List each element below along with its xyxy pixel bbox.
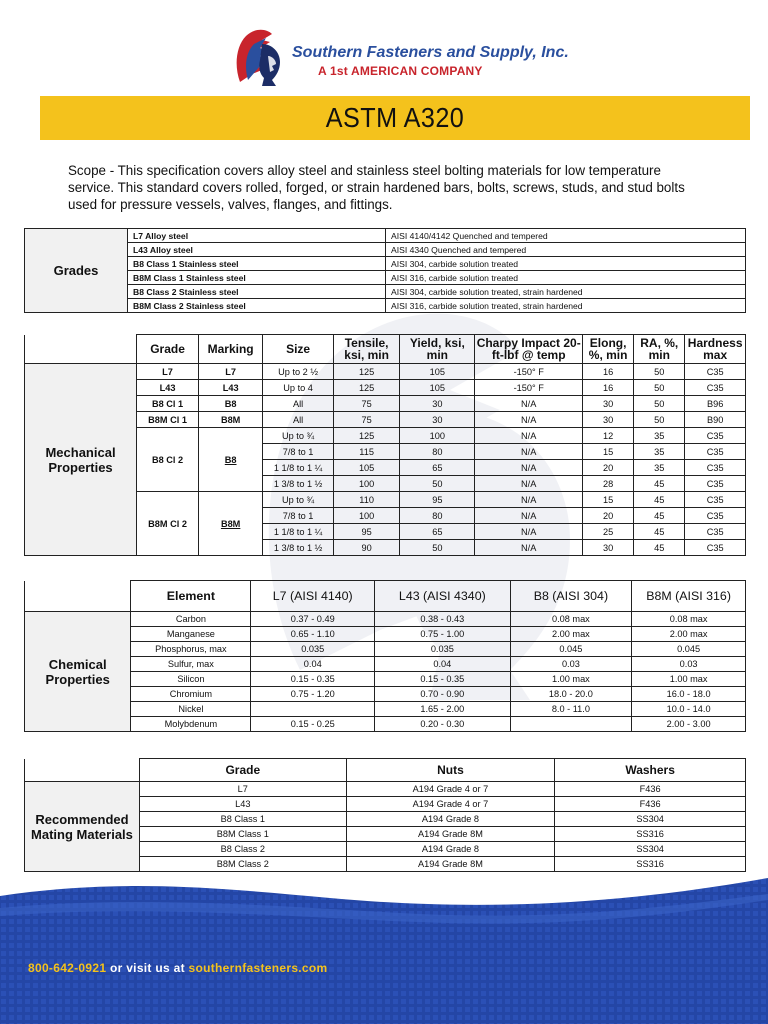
footer-website-link[interactable]: southernfasteners.com (188, 961, 328, 975)
chem-value: 0.035 (375, 642, 510, 657)
page-title: ASTM A320 (325, 102, 465, 133)
mech-yield: 80 (400, 508, 475, 524)
mate-washers: SS316 (555, 827, 746, 842)
chem-value: 0.08 max (632, 612, 746, 627)
mech-yield: 50 (400, 476, 475, 492)
footer-mid-text: or visit us at (106, 961, 189, 975)
mech-yield: 105 (400, 364, 475, 380)
chem-value: 18.0 - 20.0 (510, 687, 632, 702)
chem-value: 0.37 - 0.49 (251, 612, 375, 627)
mech-marking: B8 (199, 396, 263, 412)
mating-category-label: Recommended Mating Materials (25, 782, 140, 872)
mate-corner-cell (25, 759, 140, 782)
chem-element: Manganese (131, 627, 251, 642)
chem-value: 0.035 (251, 642, 375, 657)
chem-header-cell: L43 (AISI 4340) (375, 581, 510, 612)
grade-row (25, 243, 746, 257)
mech-yield: 95 (400, 492, 475, 508)
mate-header-cell: Grade (139, 759, 346, 782)
grades-category-label: Grades (25, 229, 128, 313)
mech-ra: 45 (634, 476, 685, 492)
grade-row (25, 285, 746, 299)
mech-tensile: 125 (333, 364, 399, 380)
mech-elong: 16 (583, 364, 634, 380)
mech-header-cell: Yield, ksi, min (400, 335, 475, 364)
mech-elong: 15 (583, 492, 634, 508)
mech-size: All (263, 396, 334, 412)
chem-value: 0.03 (632, 657, 746, 672)
mech-ra: 45 (634, 524, 685, 540)
chem-value: 0.04 (375, 657, 510, 672)
mech-hard: C35 (685, 444, 746, 460)
mech-grade: B8 Cl 2 (137, 428, 199, 492)
mate-header-cell: Nuts (346, 759, 555, 782)
mate-nuts: A194 Grade 4 or 7 (346, 797, 555, 812)
chem-value (251, 702, 375, 717)
chem-row (25, 717, 746, 732)
mech-elong: 15 (583, 444, 634, 460)
mech-hard: C35 (685, 508, 746, 524)
chem-row (25, 702, 746, 717)
mech-marking: L43 (199, 380, 263, 396)
mating-materials-table (24, 758, 746, 872)
mate-header-cell: Washers (555, 759, 746, 782)
mate-washers: F436 (555, 797, 746, 812)
chem-element: Nickel (131, 702, 251, 717)
mech-elong: 30 (583, 396, 634, 412)
mate-grade: B8 Class 2 (139, 842, 346, 857)
mech-ra: 50 (634, 412, 685, 428)
grade-name: B8M Class 2 Stainless steel (128, 299, 386, 313)
chem-value: 1.00 max (510, 672, 632, 687)
mech-elong: 16 (583, 380, 634, 396)
mech-size: All (263, 412, 334, 428)
chem-element: Molybdenum (131, 717, 251, 732)
mate-grade: B8 Class 1 (139, 812, 346, 827)
mech-yield: 80 (400, 444, 475, 460)
mech-charpy: N/A (475, 444, 583, 460)
mech-header-cell: Tensile, ksi, min (333, 335, 399, 364)
chem-element: Chromium (131, 687, 251, 702)
mech-marking: L7 (199, 364, 263, 380)
mate-grade: B8M Class 1 (139, 827, 346, 842)
mech-header-cell: Elong, %, min (583, 335, 634, 364)
mech-charpy: N/A (475, 460, 583, 476)
chem-row (25, 612, 746, 627)
mech-size: 1 1/8 to 1 ¼ (263, 524, 334, 540)
mech-tensile: 95 (333, 524, 399, 540)
grades-table (24, 228, 746, 313)
chemical-properties-table (24, 580, 746, 732)
grade-description: AISI 4340 Quenched and tempered (386, 243, 746, 257)
chem-value: 0.70 - 0.90 (375, 687, 510, 702)
chem-element: Phosphorus, max (131, 642, 251, 657)
mech-marking: B8 (199, 428, 263, 492)
footer-phone[interactable]: 800-642-0921 (28, 961, 107, 975)
grade-name: B8M Class 1 Stainless steel (128, 271, 386, 285)
chem-row (25, 642, 746, 657)
mech-hard: C35 (685, 428, 746, 444)
chem-row (25, 657, 746, 672)
mech-charpy: N/A (475, 540, 583, 556)
mech-elong: 30 (583, 540, 634, 556)
mech-size: Up to ¾ (263, 428, 334, 444)
mech-ra: 35 (634, 428, 685, 444)
mech-header-cell: Hardness max (685, 335, 746, 364)
mech-size: 7/8 to 1 (263, 508, 334, 524)
mech-tensile: 75 (333, 412, 399, 428)
mate-grade: L7 (139, 782, 346, 797)
mech-yield: 30 (400, 396, 475, 412)
mech-charpy: N/A (475, 412, 583, 428)
company-logo-icon (232, 26, 290, 90)
mech-tensile: 105 (333, 460, 399, 476)
mech-ra: 45 (634, 492, 685, 508)
mech-header-cell: Size (263, 335, 334, 364)
chem-value: 0.08 max (510, 612, 632, 627)
mech-charpy: N/A (475, 396, 583, 412)
mech-charpy: N/A (475, 428, 583, 444)
mech-elong: 12 (583, 428, 634, 444)
chem-element: Sulfur, max (131, 657, 251, 672)
grade-row (25, 257, 746, 271)
mech-tensile: 125 (333, 380, 399, 396)
chem-element: Silicon (131, 672, 251, 687)
mech-grade: B8M Cl 1 (137, 412, 199, 428)
mate-row (25, 782, 746, 797)
mech-header-cell: RA, %, min (634, 335, 685, 364)
chem-value: 1.65 - 2.00 (375, 702, 510, 717)
mech-size: Up to 2 ½ (263, 364, 334, 380)
mech-hard: C35 (685, 476, 746, 492)
mech-ra: 50 (634, 396, 685, 412)
mech-grade: B8M Cl 2 (137, 492, 199, 556)
chem-value: 2.00 - 3.00 (632, 717, 746, 732)
mate-nuts: A194 Grade 8M (346, 827, 555, 842)
grade-row (25, 271, 746, 285)
mech-header-cell: Grade (137, 335, 199, 364)
chem-header-cell: B8 (AISI 304) (510, 581, 632, 612)
mech-charpy: N/A (475, 476, 583, 492)
chem-value: 0.75 - 1.00 (375, 627, 510, 642)
mech-hard: B96 (685, 396, 746, 412)
mech-size: 1 1/8 to 1 ¼ (263, 460, 334, 476)
chem-header-cell: L7 (AISI 4140) (251, 581, 375, 612)
mech-ra: 50 (634, 364, 685, 380)
mech-hard: C35 (685, 540, 746, 556)
grade-description: AISI 304, carbide solution treated (386, 257, 746, 271)
mech-hard: C35 (685, 364, 746, 380)
mate-nuts: A194 Grade 8M (346, 857, 555, 872)
mech-yield: 65 (400, 524, 475, 540)
chem-value: 0.38 - 0.43 (375, 612, 510, 627)
mech-yield: 30 (400, 412, 475, 428)
mech-ra: 50 (634, 380, 685, 396)
mate-nuts: A194 Grade 8 (346, 812, 555, 827)
chem-value: 0.045 (632, 642, 746, 657)
mech-hard: B90 (685, 412, 746, 428)
chem-row (25, 687, 746, 702)
chem-value: 2.00 max (632, 627, 746, 642)
mate-washers: SS316 (555, 857, 746, 872)
mechanical-properties-table (24, 334, 746, 556)
mech-ra: 35 (634, 460, 685, 476)
mech-grade: B8 Cl 1 (137, 396, 199, 412)
grade-name: L7 Alloy steel (128, 229, 386, 243)
company-name: Southern Fasteners and Supply, Inc. (292, 44, 569, 61)
chem-value: 10.0 - 14.0 (632, 702, 746, 717)
mech-size: 1 3/8 to 1 ½ (263, 476, 334, 492)
grade-description: AISI 316, carbide solution treated, strain hardened (386, 299, 746, 313)
chemical-category-label: Chemical Properties (25, 612, 131, 732)
mate-washers: F436 (555, 782, 746, 797)
grade-name: B8 Class 1 Stainless steel (128, 257, 386, 271)
mech-charpy: -150° F (475, 364, 583, 380)
mech-size: 7/8 to 1 (263, 444, 334, 460)
chem-value: 8.0 - 11.0 (510, 702, 632, 717)
mech-size: Up to 4 (263, 380, 334, 396)
mech-grade: L7 (137, 364, 199, 380)
mech-elong: 30 (583, 412, 634, 428)
mech-tensile: 100 (333, 508, 399, 524)
chem-value: 0.75 - 1.20 (251, 687, 375, 702)
chem-value: 0.15 - 0.35 (375, 672, 510, 687)
mech-yield: 100 (400, 428, 475, 444)
mate-nuts: A194 Grade 4 or 7 (346, 782, 555, 797)
mech-elong: 20 (583, 460, 634, 476)
chem-value: 16.0 - 18.0 (632, 687, 746, 702)
mechanical-category-label: Mechanical Properties (25, 364, 137, 556)
chem-value: 0.20 - 0.30 (375, 717, 510, 732)
mech-header-cell: Marking (199, 335, 263, 364)
mate-washers: SS304 (555, 812, 746, 827)
mech-hard: C35 (685, 524, 746, 540)
chem-corner-cell (25, 581, 131, 612)
mech-hard: C35 (685, 492, 746, 508)
mech-yield: 50 (400, 540, 475, 556)
mech-tensile: 75 (333, 396, 399, 412)
mech-charpy: N/A (475, 524, 583, 540)
grade-row (25, 299, 746, 313)
mech-tensile: 100 (333, 476, 399, 492)
mech-size: 1 3/8 to 1 ½ (263, 540, 334, 556)
mech-yield: 65 (400, 460, 475, 476)
mech-elong: 25 (583, 524, 634, 540)
chem-value: 0.04 (251, 657, 375, 672)
mech-corner-cell (25, 335, 137, 364)
title-banner (40, 96, 750, 140)
mech-hard: C35 (685, 380, 746, 396)
chem-row (25, 672, 746, 687)
mate-grade: B8M Class 2 (139, 857, 346, 872)
header (0, 0, 768, 96)
mech-grade: L43 (137, 380, 199, 396)
mech-yield: 105 (400, 380, 475, 396)
mech-tensile: 110 (333, 492, 399, 508)
footer-wave (0, 878, 768, 1024)
mech-size: Up to ¾ (263, 492, 334, 508)
mech-ra: 45 (634, 508, 685, 524)
mech-elong: 28 (583, 476, 634, 492)
mech-tensile: 125 (333, 428, 399, 444)
chem-value: 0.03 (510, 657, 632, 672)
grade-description: AISI 316, carbide solution treated (386, 271, 746, 285)
chem-value: 0.65 - 1.10 (251, 627, 375, 642)
chem-value: 0.15 - 0.35 (251, 672, 375, 687)
mech-tensile: 90 (333, 540, 399, 556)
grade-name: B8 Class 2 Stainless steel (128, 285, 386, 299)
mech-tensile: 115 (333, 444, 399, 460)
mate-grade: L43 (139, 797, 346, 812)
mech-marking: B8M (199, 492, 263, 556)
mate-nuts: A194 Grade 8 (346, 842, 555, 857)
footer-contact (28, 961, 328, 975)
chem-header-cell: B8M (AISI 316) (632, 581, 746, 612)
chem-value: 1.00 max (632, 672, 746, 687)
company-tagline: A 1st AMERICAN COMPANY (318, 64, 483, 78)
mech-ra: 35 (634, 444, 685, 460)
chem-element: Carbon (131, 612, 251, 627)
mech-charpy: -150° F (475, 380, 583, 396)
mech-header-cell: Charpy Impact 20-ft-lbf @ temp (476, 336, 581, 362)
mech-elong: 20 (583, 508, 634, 524)
chem-row (25, 627, 746, 642)
mech-hard: C35 (685, 460, 746, 476)
chem-value (510, 717, 632, 732)
scope-paragraph: Scope - This specification covers alloy steel and stainless steel bolting materials for low temperature service. This standard covers rolled, forged, or strain hardened bars, bolts, screws, studs, and stud bolts used for pressure vessels, valves, flanges, and fittings. (68, 163, 685, 212)
grade-row (25, 229, 746, 243)
mech-ra: 45 (634, 540, 685, 556)
chem-value: 0.045 (510, 642, 632, 657)
mech-charpy: N/A (475, 492, 583, 508)
chem-header-cell: Element (131, 581, 251, 612)
grade-description: AISI 4140/4142 Quenched and tempered (386, 229, 746, 243)
mate-washers: SS304 (555, 842, 746, 857)
mech-charpy: N/A (475, 508, 583, 524)
grade-name: L43 Alloy steel (128, 243, 386, 257)
chem-value: 0.15 - 0.25 (251, 717, 375, 732)
chem-value: 2.00 max (510, 627, 632, 642)
mech-marking: B8M (199, 412, 263, 428)
grade-description: AISI 304, carbide solution treated, strain hardened (386, 285, 746, 299)
mech-row (25, 364, 746, 380)
